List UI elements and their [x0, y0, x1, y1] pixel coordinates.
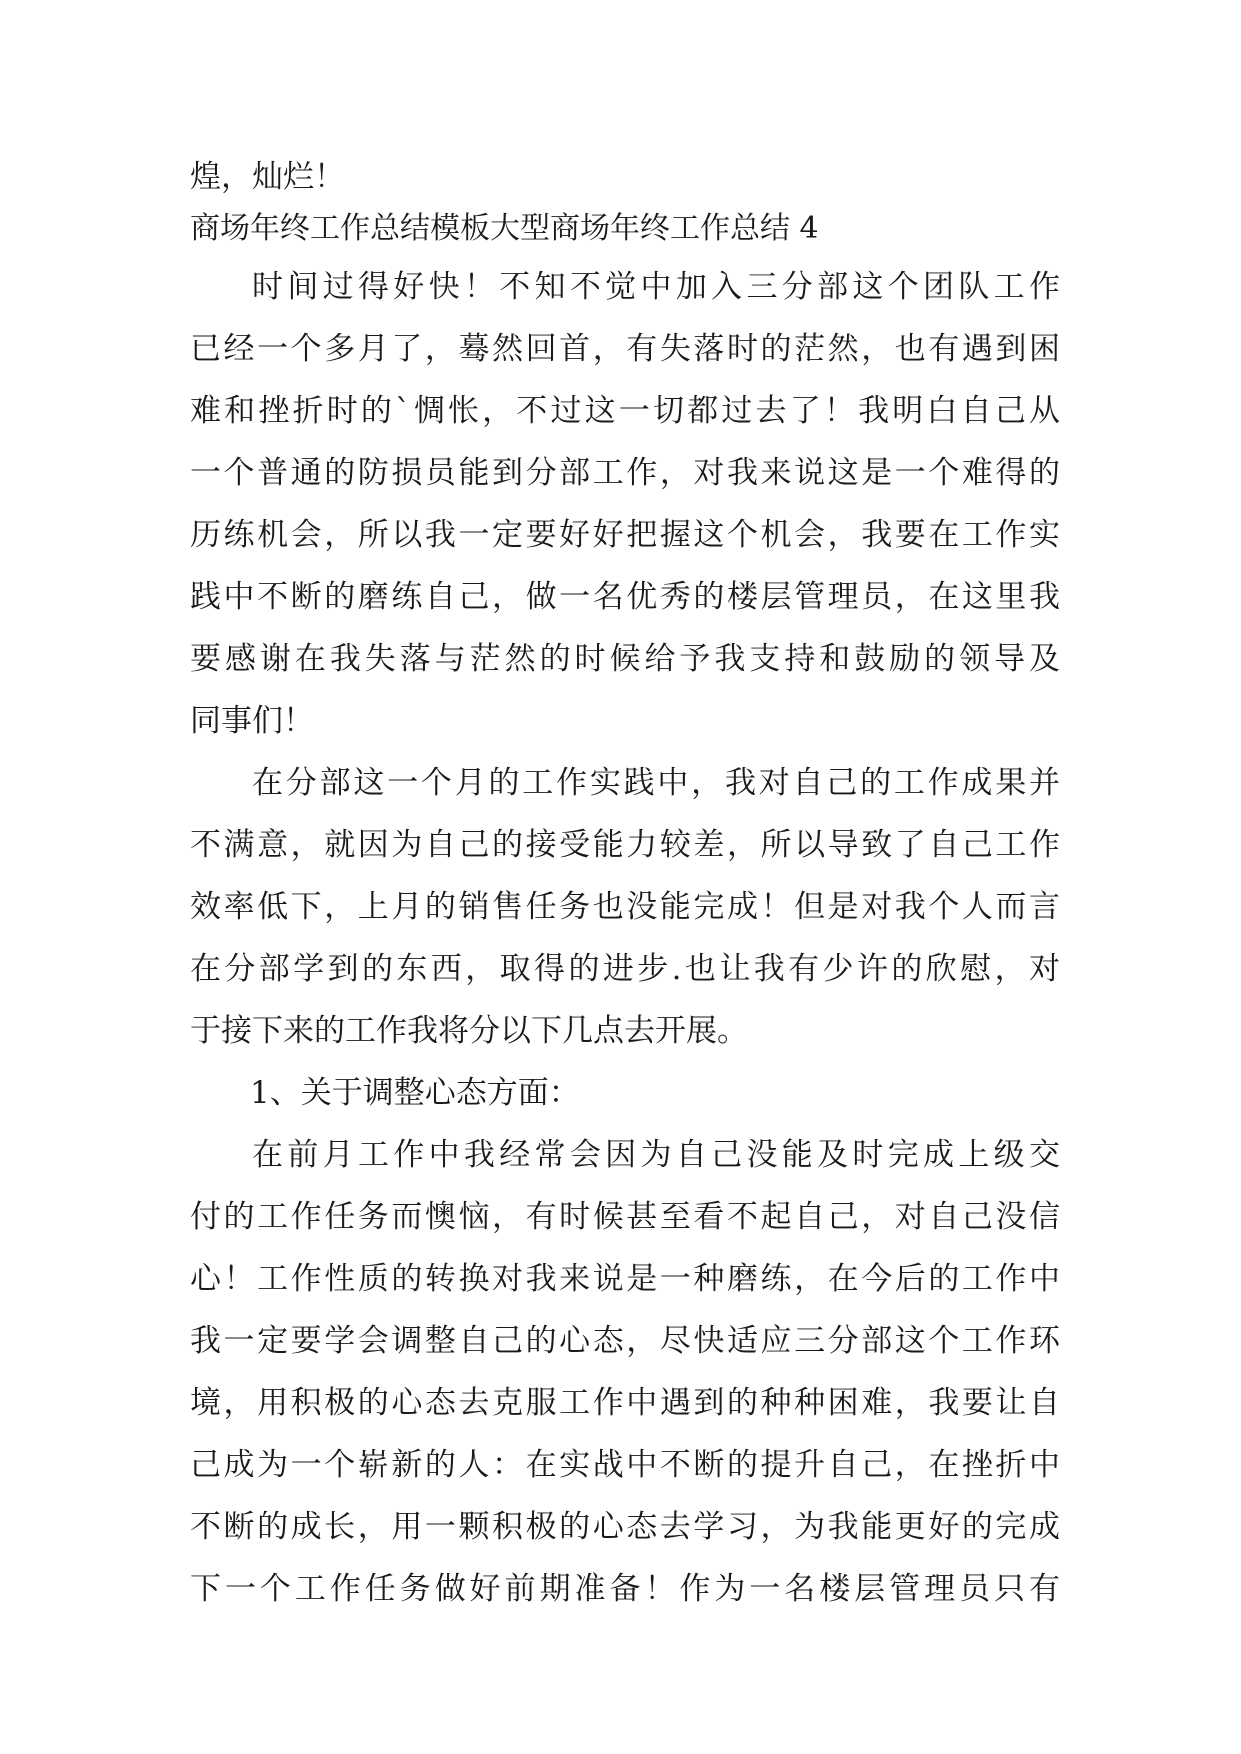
text-line: 要感谢在我失落与茫然的时候给予我支持和鼓励的领导及	[190, 641, 1060, 677]
section-heading: 商场年终工作总结模板大型商场年终工作总结 4	[190, 211, 819, 246]
text-line: 不断的成长，用一颗积极的心态去学习，为我能更好的完成	[190, 1509, 1060, 1545]
list-item-heading: 1、关于调整心态方面：	[250, 1075, 580, 1111]
text-line: 心！工作性质的转换对我来说是一种磨练，在今后的工作中	[190, 1261, 1060, 1297]
paragraph-first-line: 在分部这一个月的工作实践中，我对自己的工作成果并	[252, 765, 1060, 801]
paragraph-first-line: 在前月工作中我经常会因为自己没能及时完成上级交	[252, 1137, 1060, 1173]
text-line: 已经一个多月了，蓦然回首，有失落时的茫然，也有遇到困	[190, 331, 1060, 367]
text-line: 一个普通的防损员能到分部工作，对我来说这是一个难得的	[190, 455, 1060, 491]
text-line: 境，用积极的心态去克服工作中遇到的种种困难，我要让自	[190, 1385, 1060, 1421]
text-line: 践中不断的磨练自己，做一名优秀的楼层管理员，在这里我	[190, 579, 1060, 615]
document-body	[190, 152, 1060, 1620]
text-line: 不满意，就因为自己的接受能力较差，所以导致了自己工作	[190, 827, 1060, 863]
text-line: 下一个工作任务做好前期准备！作为一名楼层管理员只有	[190, 1571, 1060, 1607]
paragraph-first-line: 时间过得好快！不知不觉中加入三分部这个团队工作	[252, 269, 1060, 305]
text-line: 煌，灿烂！	[190, 159, 345, 195]
text-line: 历练机会，所以我一定要好好把握这个机会，我要在工作实	[190, 517, 1060, 553]
text-line: 我一定要学会调整自己的心态，尽快适应三分部这个工作环	[190, 1323, 1060, 1359]
paragraph-last-line: 同事们！	[190, 703, 314, 739]
paragraph-last-line: 于接下来的工作我将分以下几点去开展。	[190, 1013, 748, 1049]
text-line: 在分部学到的东西，取得的进步.也让我有少许的欣慰，对	[190, 951, 1060, 987]
text-line: 付的工作任务而懊恼，有时候甚至看不起自己，对自己没信	[190, 1199, 1060, 1235]
text-line: 己成为一个崭新的人：在实战中不断的提升自己，在挫折中	[190, 1447, 1060, 1483]
text-line: 难和挫折时的`惆怅，不过这一切都过去了！我明白自己从	[190, 393, 1060, 429]
text-line: 效率低下，上月的销售任务也没能完成！但是对我个人而言	[190, 889, 1060, 925]
